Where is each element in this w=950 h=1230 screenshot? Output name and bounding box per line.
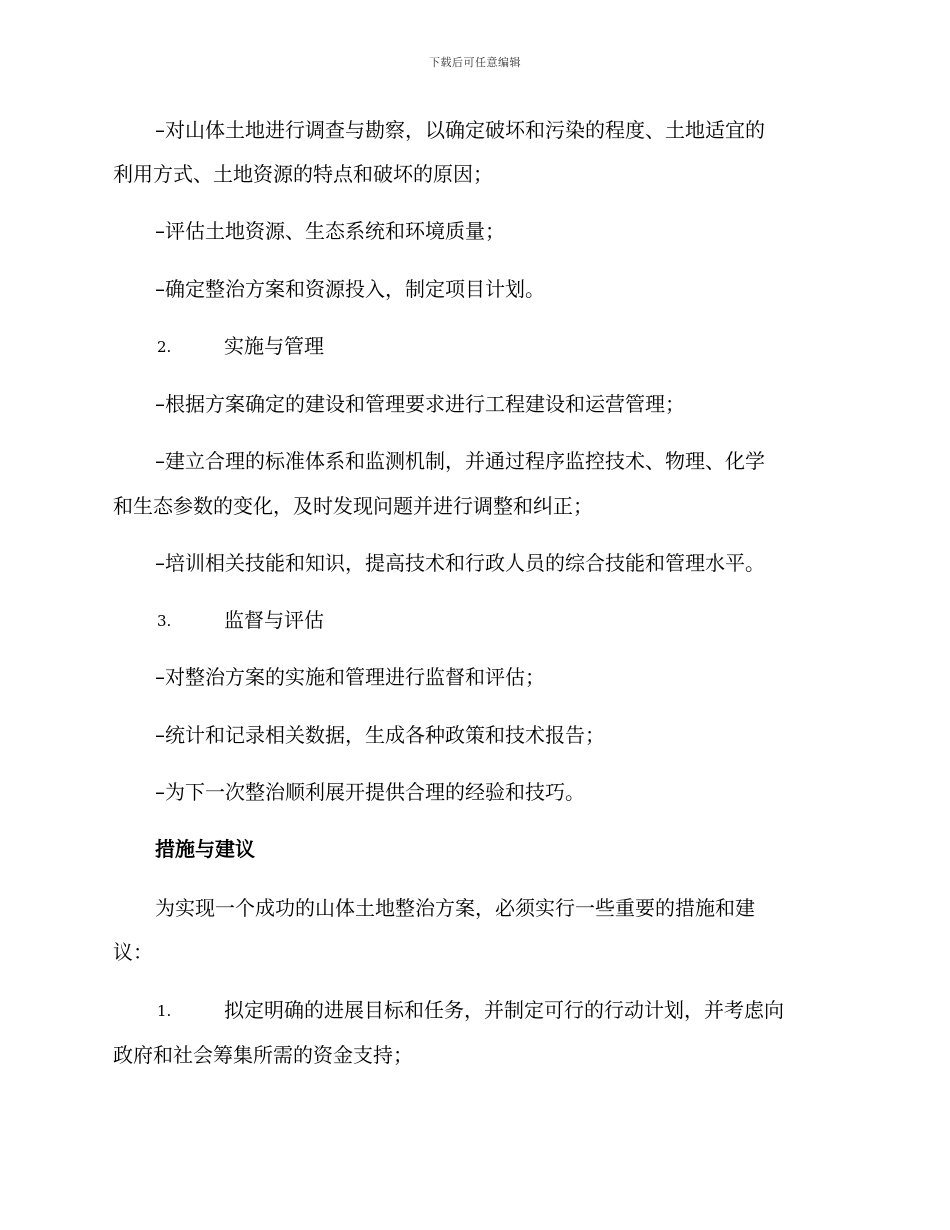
- list-number: 3.: [157, 612, 172, 630]
- list-number: 2.: [157, 338, 172, 356]
- list-item-title: 监督与评估: [224, 608, 324, 632]
- paragraph-line: 政府和社会筹集所需的资金支持；: [113, 1043, 413, 1067]
- section-heading: 措施与建议: [155, 837, 255, 861]
- paragraph-line: –为下一次整治顺利展开提供合理的经验和技巧。: [155, 780, 585, 804]
- paragraph-line: –统计和记录相关数据，生成各种政策和技术报告；: [155, 723, 605, 747]
- list-item-title: 实施与管理: [224, 334, 324, 358]
- paragraph-line: 为实现一个成功的山体土地整治方案，必须实行一些重要的措施和建: [155, 896, 755, 920]
- list-number: 1.: [157, 1002, 172, 1020]
- paragraph-line: 和生态参数的变化，及时发现问题并进行调整和纠正；: [113, 494, 593, 518]
- paragraph-line: –对山体土地进行调查与勘察，以确定破坏和污染的程度、土地适宜的: [155, 118, 765, 142]
- paragraph-line: –培训相关技能和知识，提高技术和行政人员的综合技能和管理水平。: [155, 551, 765, 575]
- paragraph-line: –评估土地资源、生态系统和环境质量；: [155, 219, 505, 243]
- list-item-text: 拟定明确的进展目标和任务，并制定可行的行动计划，并考虑向: [224, 998, 784, 1022]
- paragraph-line: –对整治方案的实施和管理进行监督和评估；: [155, 665, 545, 689]
- page-header: 下载后可任意编辑: [429, 56, 521, 69]
- paragraph-line: –建立合理的标准体系和监测机制，并通过程序监控技术、物理、化学: [155, 449, 765, 473]
- paragraph-line: 利用方式、土地资源的特点和破坏的原因；: [113, 162, 493, 186]
- paragraph-line: –根据方案确定的建设和管理要求进行工程建设和运营管理；: [155, 392, 685, 416]
- paragraph-line: 议：: [113, 940, 153, 964]
- paragraph-line: –确定整治方案和资源投入，制定项目计划。: [155, 277, 545, 301]
